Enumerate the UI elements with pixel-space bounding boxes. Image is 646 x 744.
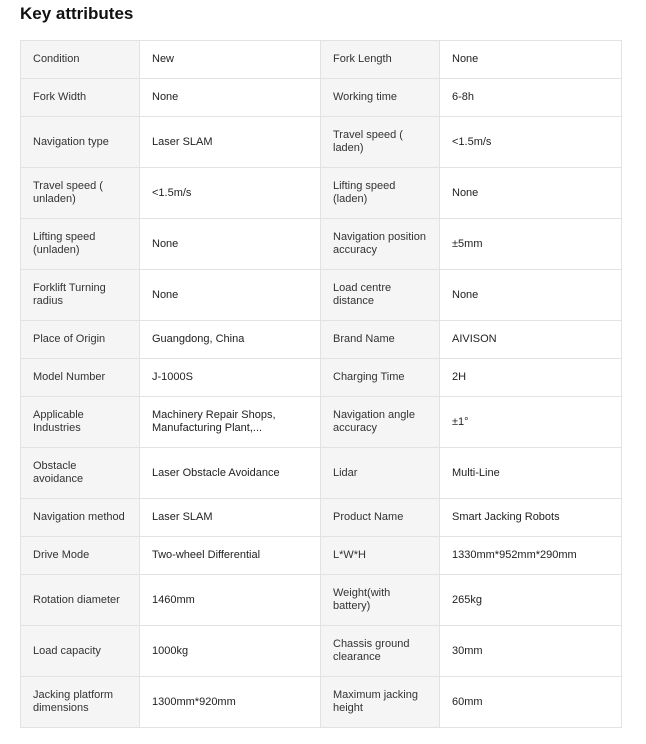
attribute-key: Navigation method <box>21 499 140 537</box>
attribute-value: None <box>440 41 622 79</box>
attribute-value: <1.5m/s <box>440 117 622 168</box>
table-row <box>21 499 622 537</box>
attribute-key: Fork Length <box>321 41 440 79</box>
table-row <box>21 677 622 728</box>
attribute-key: Navigation position accuracy <box>321 219 440 270</box>
attribute-key: Drive Mode <box>21 537 140 575</box>
attribute-value: Laser Obstacle Avoidance <box>140 448 321 499</box>
attribute-key: Maximum jacking height <box>321 677 440 728</box>
attributes-table <box>20 40 622 728</box>
attribute-value: Guangdong, China <box>140 321 321 359</box>
attribute-key: Obstacle avoidance <box>21 448 140 499</box>
attribute-value: New <box>140 41 321 79</box>
attribute-key: Load capacity <box>21 626 140 677</box>
attribute-key: Navigation angle accuracy <box>321 397 440 448</box>
attribute-key: Charging Time <box>321 359 440 397</box>
table-row <box>21 270 622 321</box>
attribute-key: Rotation diameter <box>21 575 140 626</box>
attribute-key: Travel speed ( unladen) <box>21 168 140 219</box>
table-row <box>21 397 622 448</box>
attribute-key: Fork Width <box>21 79 140 117</box>
attribute-value: 1330mm*952mm*290mm <box>440 537 622 575</box>
section-title: Key attributes <box>20 4 134 23</box>
attribute-key: L*W*H <box>321 537 440 575</box>
attribute-value: <1.5m/s <box>140 168 321 219</box>
attribute-key: Load centre distance <box>321 270 440 321</box>
attribute-key: Forklift Turning radius <box>21 270 140 321</box>
attribute-value: None <box>440 270 622 321</box>
attribute-key: Navigation type <box>21 117 140 168</box>
attribute-value: None <box>140 79 321 117</box>
attribute-value: None <box>140 270 321 321</box>
attribute-value: AIVISON <box>440 321 622 359</box>
attribute-key: Place of Origin <box>21 321 140 359</box>
attribute-value: Machinery Repair Shops, Manufacturing Plant,... <box>140 397 321 448</box>
table-row <box>21 575 622 626</box>
attribute-key: Condition <box>21 41 140 79</box>
attribute-key: Brand Name <box>321 321 440 359</box>
attribute-key: Product Name <box>321 499 440 537</box>
attribute-key: Model Number <box>21 359 140 397</box>
table-row <box>21 79 622 117</box>
table-row <box>21 626 622 677</box>
attribute-key: Applicable Industries <box>21 397 140 448</box>
table-row <box>21 537 622 575</box>
attribute-key: Travel speed ( laden) <box>321 117 440 168</box>
attribute-value: 30mm <box>440 626 622 677</box>
table-row <box>21 117 622 168</box>
attribute-value: Laser SLAM <box>140 499 321 537</box>
attribute-value: 60mm <box>440 677 622 728</box>
attribute-key: Chassis ground clearance <box>321 626 440 677</box>
table-row <box>21 321 622 359</box>
table-row <box>21 219 622 270</box>
attributes-table-body <box>21 41 622 728</box>
attribute-value: None <box>140 219 321 270</box>
attribute-key: Lifting speed (laden) <box>321 168 440 219</box>
attribute-value: ±1° <box>440 397 622 448</box>
attribute-value: Multi-Line <box>440 448 622 499</box>
table-row <box>21 359 622 397</box>
attribute-value: Smart Jacking Robots <box>440 499 622 537</box>
attribute-key: Working time <box>321 79 440 117</box>
attribute-value: ±5mm <box>440 219 622 270</box>
attribute-key: Lidar <box>321 448 440 499</box>
attribute-value: None <box>440 168 622 219</box>
attribute-value: Laser SLAM <box>140 117 321 168</box>
attribute-value: 1000kg <box>140 626 321 677</box>
attribute-value: Two-wheel Differential <box>140 537 321 575</box>
table-row <box>21 448 622 499</box>
table-row <box>21 41 622 79</box>
attribute-value: J-1000S <box>140 359 321 397</box>
table-row <box>21 168 622 219</box>
attribute-value: 1300mm*920mm <box>140 677 321 728</box>
attribute-key: Lifting speed (unladen) <box>21 219 140 270</box>
attribute-key: Weight(with battery) <box>321 575 440 626</box>
attribute-key: Jacking platform dimensions <box>21 677 140 728</box>
attribute-value: 1460mm <box>140 575 321 626</box>
attribute-value: 6-8h <box>440 79 622 117</box>
attribute-value: 2H <box>440 359 622 397</box>
attribute-value: 265kg <box>440 575 622 626</box>
